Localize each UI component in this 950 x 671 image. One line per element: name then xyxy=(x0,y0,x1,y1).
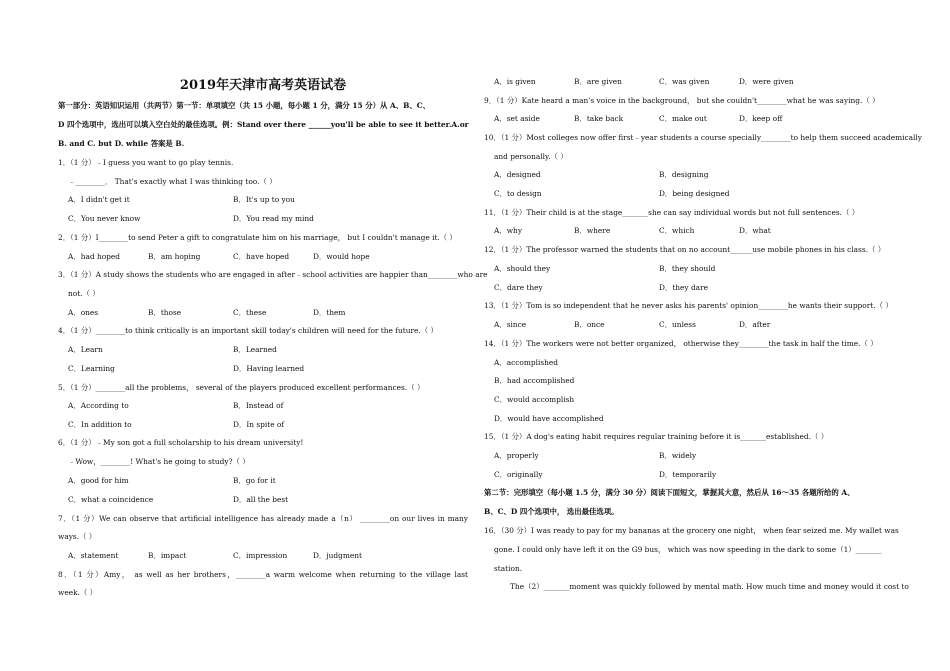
question-12-option-c[interactable]: C．dare they xyxy=(494,283,543,292)
part1-instructions-line1: 第一部分：英语知识运用（共两节）第一节：单项填空（共 15 小题，每小题 1 分，满分 15 分）从 A、B、C、 xyxy=(58,101,430,110)
question-4-option-a[interactable]: A．Learn xyxy=(68,345,103,354)
question-2-option-c[interactable]: C．have hoped xyxy=(233,252,290,261)
question-2-option-b[interactable]: B．am hoping xyxy=(148,252,201,261)
question-16-passage-line1: 16．（30 分）I was ready to pay for my bananas at the grocery one night， when fear seized me. My wallet was xyxy=(484,526,899,535)
page-title: 2019年天津市高考英语试卷 xyxy=(179,78,347,93)
question-10-option-b[interactable]: B．designing xyxy=(659,170,709,179)
question-15-option-b[interactable]: B．widely xyxy=(659,451,697,460)
question-8-option-c[interactable]: C．was given xyxy=(659,77,710,86)
question-1-option-d[interactable]: D．You read my mind xyxy=(233,214,314,223)
question-15-option-a[interactable]: A．properly xyxy=(494,451,539,460)
section2-instructions-line2: B、C、D 四个选项中， 选出最佳选项。 xyxy=(484,507,619,516)
question-1-option-b[interactable]: B．It's up to you xyxy=(233,195,295,204)
question-5-stem: 5．（1 分）________all the problems， several of the players produced excellent performances.（ ） xyxy=(58,383,425,392)
question-7-option-c[interactable]: C．impression xyxy=(233,551,288,560)
question-3-option-a[interactable]: A．ones xyxy=(68,308,99,317)
question-13-option-d[interactable]: D．after xyxy=(739,320,771,329)
question-7-option-d[interactable]: D．judgment xyxy=(313,551,362,560)
question-3-option-d[interactable]: D．them xyxy=(313,308,346,317)
question-14-option-b[interactable]: B．had accomplished xyxy=(494,376,575,385)
question-8-option-d[interactable]: D．were given xyxy=(739,77,794,86)
question-11-option-c[interactable]: C．which xyxy=(659,226,695,235)
question-6-stem: 6．（1 分）﹣My son got a full scholarship to his dream university! xyxy=(58,438,304,447)
question-9-stem: 9．（1 分）Kate heard a man's voice in the background， but she couldn't________what he was saying.（ ） xyxy=(484,96,880,105)
question-3-option-c[interactable]: C．these xyxy=(233,308,267,317)
part1-instructions-line3: B. and C. but D. while 答案是 B. xyxy=(58,139,185,148)
section2-instructions-line1: 第二节：完形填空（每小题 1.5 分，满分 30 分）阅读下面短文，掌握其大意，然后从 16～35 各题所给的 A、 xyxy=(484,488,855,497)
question-14-option-c[interactable]: C．would accomplish xyxy=(494,395,575,404)
question-12-stem: 12．（1 分）The professor warned the students that on no account______use mobile phones in his class.（ ） xyxy=(484,245,886,254)
question-8-option-b[interactable]: B．are given xyxy=(574,77,622,86)
question-7-option-b[interactable]: B．impact xyxy=(148,551,187,560)
question-5-option-d[interactable]: D．In spite of xyxy=(233,420,285,429)
question-2-option-d[interactable]: D．would hope xyxy=(313,252,370,261)
question-11-option-a[interactable]: A．why xyxy=(494,226,522,235)
question-12-option-a[interactable]: A．should they xyxy=(494,264,551,273)
question-13-stem: 13．（1 分）Tom is so independent that he never asks his parents' opinion________he wants their support.（ ） xyxy=(484,301,893,310)
question-10-stem-2: and personally.（ ） xyxy=(494,152,568,161)
question-11-option-d[interactable]: D．what xyxy=(739,226,771,235)
question-6-option-a[interactable]: A．good for him xyxy=(68,476,129,485)
question-3-stem: 3．（1 分）A study shows the students who are engaged in after﹣school activities are happier than________who are xyxy=(58,270,488,279)
question-10-option-a[interactable]: A．designed xyxy=(494,170,541,179)
question-12-option-b[interactable]: B．they should xyxy=(659,264,716,273)
question-16-passage-line4: The（2）_______moment was quickly followed by mental math. How much time and money would it cost to xyxy=(510,582,909,591)
question-4-option-b[interactable]: B．Learned xyxy=(233,345,277,354)
question-5-option-a[interactable]: A．According to xyxy=(68,401,129,410)
question-13-option-a[interactable]: A．since xyxy=(494,320,527,329)
question-1-stem-2: ﹣________． That's exactly what I was thinking too.（ ） xyxy=(68,177,277,186)
question-4-stem: 4．（1 分）________to think critically is an important skill today's children will need for the future.（ ） xyxy=(58,326,438,335)
question-10-option-d[interactable]: D．being designed xyxy=(659,189,730,198)
question-2-option-a[interactable]: A．had hoped xyxy=(68,252,121,261)
question-15-option-c[interactable]: C．originally xyxy=(494,470,543,479)
question-14-stem: 14．（1 分）The workers were not better organized， otherwise they________the task in half the time.（ ） xyxy=(484,339,878,348)
question-3-stem-2: not.（ ） xyxy=(68,289,100,298)
question-16-passage-line3: station. xyxy=(494,564,523,573)
question-9-option-d[interactable]: D．keep off xyxy=(739,114,783,123)
question-4-option-c[interactable]: C．Learning xyxy=(68,364,115,373)
question-7-option-a[interactable]: A．statement xyxy=(68,551,119,560)
question-1-option-c[interactable]: C．You never know xyxy=(68,214,141,223)
question-10-option-c[interactable]: C．to design xyxy=(494,189,542,198)
question-15-stem: 15．（1 分）A dog's eating habit requires regular training before it is_______established.（ ） xyxy=(484,432,829,441)
question-13-option-c[interactable]: C．unless xyxy=(659,320,696,329)
question-5-option-b[interactable]: B．Instead of xyxy=(233,401,284,410)
question-6-option-b[interactable]: B．go for it xyxy=(233,476,276,485)
question-6-option-d[interactable]: D．all the best xyxy=(233,495,289,504)
question-6-stem-2: ﹣Wow，________! What's he going to study?（ ） xyxy=(68,457,250,466)
question-7-stem-2: ways.（ ） xyxy=(58,532,97,541)
part1-instructions-line2: D 四个选项中，选出可以填入空白处的最佳选项。例：Stand over there ______you'll be able to see it better.A.or xyxy=(58,120,469,129)
question-14-option-a[interactable]: A．accomplished xyxy=(494,358,558,367)
question-2-stem: 2．（1 分）I________to send Peter a gift to congratulate him on his marriage， but I couldn't manage it.（ ） xyxy=(58,233,457,242)
question-6-option-c[interactable]: C．what a coincidence xyxy=(68,495,154,504)
question-15-option-d[interactable]: D．temporarily xyxy=(659,470,717,479)
question-12-option-d[interactable]: D．they dare xyxy=(659,283,708,292)
question-8-option-a[interactable]: A．is given xyxy=(494,77,536,86)
question-1-option-a[interactable]: A．I didn't get it xyxy=(68,195,130,204)
question-14-option-d[interactable]: D．would have accomplished xyxy=(494,414,604,423)
question-7-stem: 7．（1 分）We can observe that artificial intelligence has already made a（n） ________on our lives in many xyxy=(58,514,468,523)
question-16-passage-line2: gone. I could only have left it on the G9 bus， which was now speeding in the dark to some（1）_______ xyxy=(494,545,882,554)
question-3-option-b[interactable]: B．those xyxy=(148,308,182,317)
question-9-option-b[interactable]: B．take back xyxy=(574,114,624,123)
question-9-option-c[interactable]: C．make out xyxy=(659,114,707,123)
question-8-stem-2: week.（ ） xyxy=(58,588,98,597)
question-9-option-a[interactable]: A．set aside xyxy=(494,114,540,123)
question-8-stem: 8．（1 分）Amy， as well as her brothers，________a warm welcome when returning to the village last xyxy=(58,570,468,579)
question-4-option-d[interactable]: D．Having learned xyxy=(233,364,305,373)
question-11-option-b[interactable]: B．where xyxy=(574,226,611,235)
question-1-stem: 1．（1 分）﹣I guess you want to go play tennis. xyxy=(58,158,234,167)
question-13-option-b[interactable]: B．once xyxy=(574,320,605,329)
question-11-stem: 11．（1 分）Their child is at the stage_______she can say individual words but not full sentences.（ ） xyxy=(484,208,860,217)
question-10-stem: 10．（1 分）Most colleges now offer first﹣year students a course specially________to help them succeed academically xyxy=(484,133,922,142)
question-5-option-c[interactable]: C．In addition to xyxy=(68,420,132,429)
